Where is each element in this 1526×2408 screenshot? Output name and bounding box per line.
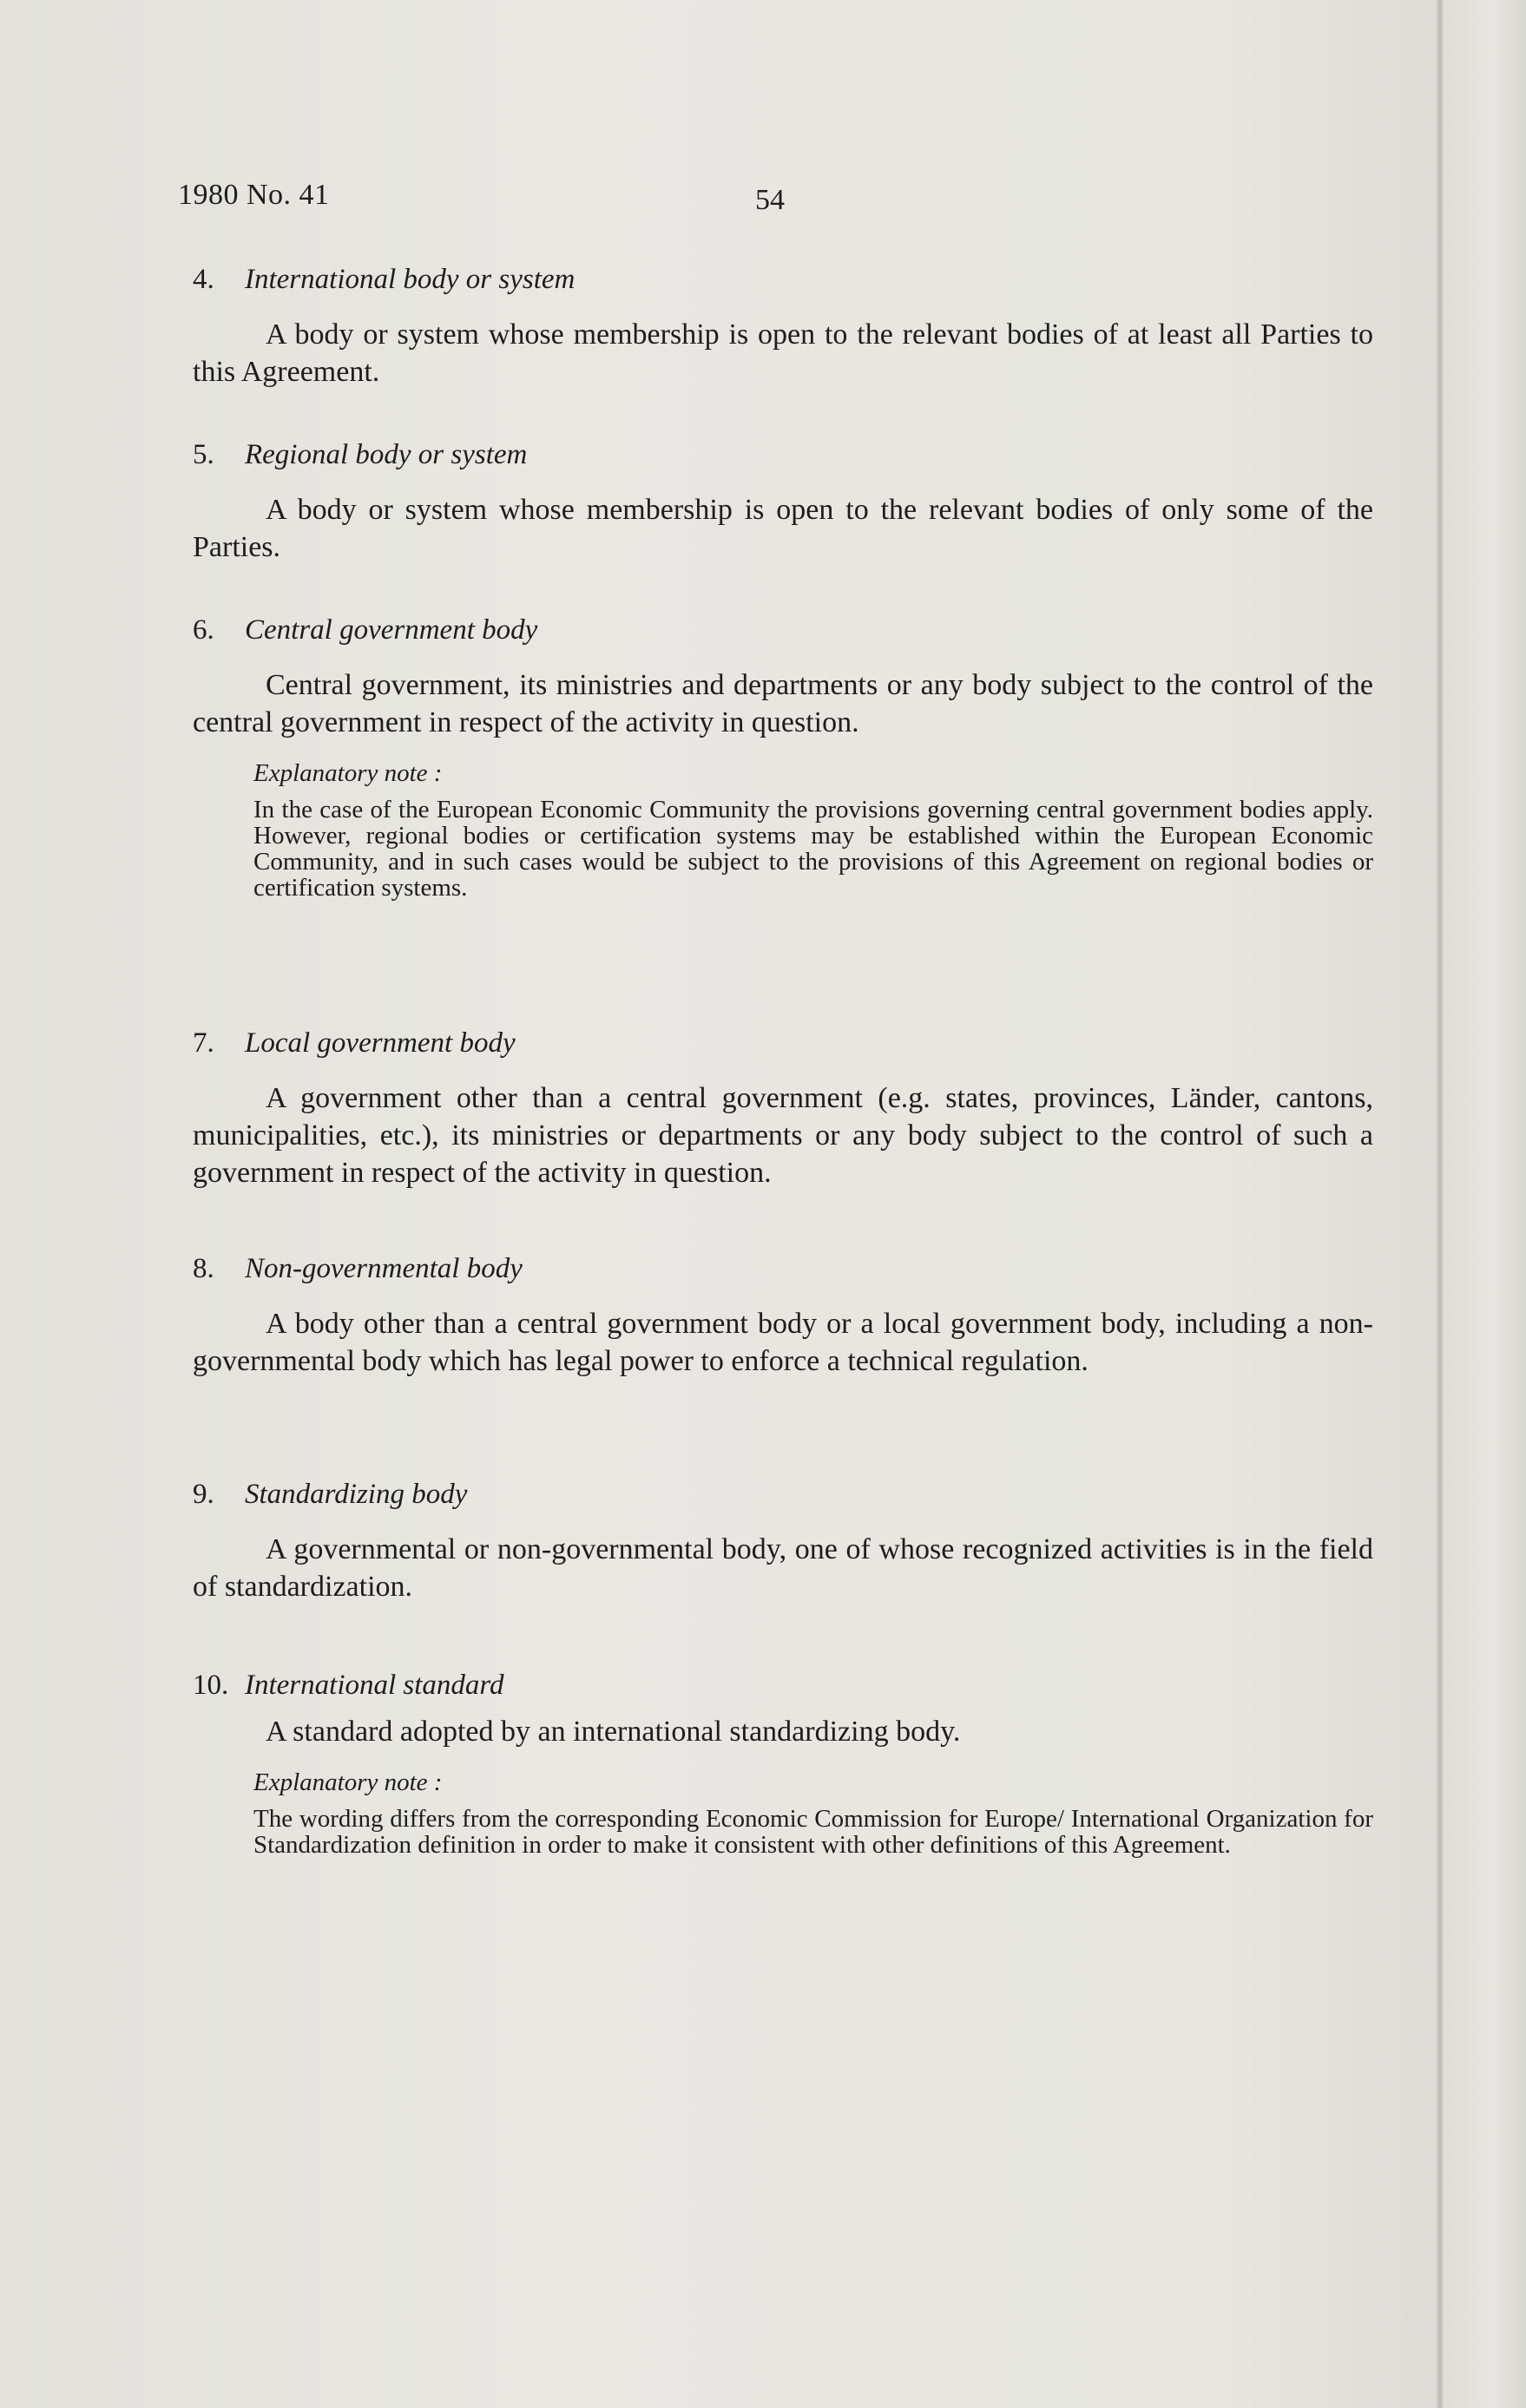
adjacent-page-edge bbox=[1444, 0, 1526, 2408]
definition-number: 8. bbox=[193, 1253, 214, 1284]
definition-number: 9. bbox=[193, 1479, 214, 1510]
definition-heading bbox=[193, 1251, 1373, 1286]
definition-number: 7. bbox=[193, 1027, 214, 1059]
definition-title: International standard bbox=[245, 1670, 504, 1701]
definition-5 bbox=[193, 437, 1373, 566]
definition-title: International body or system bbox=[245, 264, 576, 295]
definition-heading bbox=[193, 613, 1373, 647]
definition-7 bbox=[193, 1026, 1373, 1191]
definition-10 bbox=[193, 1668, 1373, 1858]
definition-title: Standardizing body bbox=[245, 1479, 468, 1510]
definition-text: A body other than a central government body or a local government body, including a non-governmental body which has legal power to enforce a technical regulation. bbox=[193, 1308, 1373, 1377]
definition-title: Central government body bbox=[245, 614, 538, 646]
definition-text: A government other than a central government (e.g. states, provinces, Länder, cantons, municipalities, etc.), its ministries or departments or any body subject to the control of such a government in respect of the activity in question. bbox=[193, 1082, 1373, 1189]
definition-number: 6. bbox=[193, 614, 214, 646]
definition-text: A governmental or non-governmental body, one of whose recognized activities is in the field of standardization. bbox=[193, 1533, 1373, 1603]
definition-title: Non-governmental body bbox=[245, 1253, 523, 1284]
definition-4 bbox=[193, 262, 1373, 390]
definition-number: 5. bbox=[193, 439, 214, 470]
explanatory-note-label: Explanatory note : bbox=[253, 1768, 443, 1796]
explanatory-note-text: In the case of the European Economic Community the provisions governing central government bodies apply. However, regional bodies or certification systems may be established within the European Economic Community, and in such cases would be subject to the provisions of this Agreement on regional bodies or certification systems. bbox=[253, 796, 1373, 902]
explanatory-note-label: Explanatory note : bbox=[253, 759, 443, 787]
definition-8 bbox=[193, 1251, 1373, 1380]
page-number: 54 bbox=[755, 184, 785, 216]
definition-heading bbox=[193, 1026, 1373, 1060]
page-spine-shadow bbox=[1437, 0, 1444, 2408]
definition-heading bbox=[193, 1477, 1373, 1512]
definition-9 bbox=[193, 1477, 1373, 1605]
definition-6 bbox=[193, 613, 1373, 901]
definition-text: A standard adopted by an international standardizing body. bbox=[266, 1716, 961, 1748]
definition-heading bbox=[193, 1668, 1373, 1703]
definition-heading bbox=[193, 437, 1373, 472]
definition-text: A body or system whose membership is open to the relevant bodies of only some of the Parties. bbox=[193, 494, 1373, 563]
definition-title: Local government body bbox=[245, 1027, 516, 1059]
definition-text: Central government, its ministries and departments or any body subject to the control of the central government in respect of the activity in question. bbox=[193, 669, 1373, 738]
definition-heading bbox=[193, 262, 1373, 297]
definition-number: 4. bbox=[193, 264, 214, 295]
definition-number: 10. bbox=[193, 1670, 229, 1701]
document-reference: 1980 No. 41 bbox=[178, 179, 330, 211]
definition-text: A body or system whose membership is open to the relevant bodies of at least all Parties to this Agreement. bbox=[193, 318, 1373, 388]
definition-title: Regional body or system bbox=[245, 439, 528, 470]
explanatory-note-text: The wording differs from the corresponding Economic Commission for Europe/ International Organization for Standardization definition in order to make it consistent with other definitions of this Agreement. bbox=[253, 1805, 1373, 1859]
